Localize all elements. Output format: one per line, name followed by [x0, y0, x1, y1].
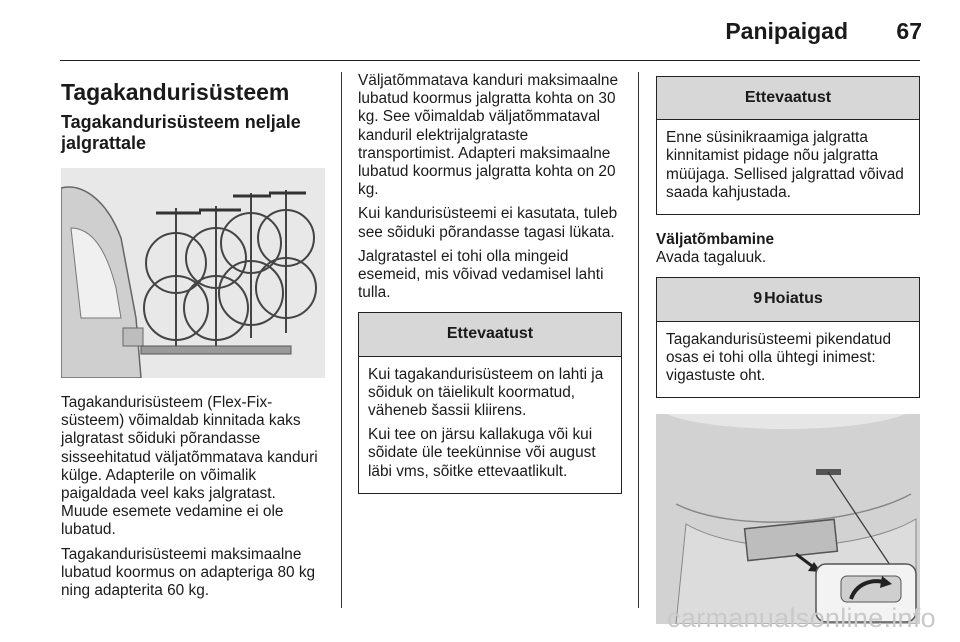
- warning-heading: [657, 278, 919, 321]
- watermark: carmanualsonline.info: [667, 603, 936, 633]
- header-section-title: Panipaigad: [725, 18, 849, 44]
- caution-box-carbon: [656, 76, 920, 215]
- tailgate-illustration: [656, 414, 920, 624]
- caution-text-1: Kui tagakandurisüsteem on lahti ja sõiduk on täielikult koormatud, väheneb šassii kliirens.: [368, 365, 604, 420]
- caution-text: Enne süsinikraamiga jalgratta kinnitamist pidage nõu jalgratta müüjaga. Sellised jalgrattad võivad saada kahjustada.: [666, 129, 904, 201]
- header-rule: [60, 60, 920, 61]
- caution-text-2: Kui tee on järsu kallakuga või kui sõidate üle teekünnise või august läbi vms, sõitke ettevaatlikult.: [368, 426, 596, 480]
- warning-heading-text: Hoiatus: [764, 290, 823, 308]
- removal-text: Avada tagaluuk.: [656, 249, 767, 267]
- subsection-title: Tagakandurisüsteem neljale jalgrattale: [61, 112, 301, 153]
- warning-box: [656, 277, 920, 398]
- removal-heading: Väljatõmbamine: [656, 231, 775, 249]
- push-back-paragraph: Kui kandurisüsteemi ei kasutata, tuleb see sõiduki põrandasse tagasi lükata.: [358, 205, 618, 241]
- carrier-load-paragraph: Väljatõmmatava kanduri maksimaalne lubatud koormus jalgratta kohta on 30 kg. See võimaldab väljatõmmataval kanduril elektrijalgrataste transportimist. Adapteri maksimaalne lubatud koormus jalgratta kohta on 20 kg.: [358, 72, 619, 199]
- page-header: [725, 18, 922, 45]
- caution-box-clearance: [358, 312, 622, 493]
- page-number: 67: [896, 18, 922, 44]
- column-3: [656, 72, 920, 624]
- warning-text: Tagakandurisüsteemi pikendatud osas ei tohi olla ühtegi inimest: vigastuste oht.: [666, 330, 892, 385]
- warning-triangle-icon: 9: [753, 290, 763, 308]
- column-2: [358, 72, 622, 506]
- column-divider-1: [341, 72, 342, 608]
- bike-carrier-illustration: [61, 168, 325, 378]
- loose-items-paragraph: Jalgratastel ei tohi olla mingeid esemeid, mis võivad vedamisel lahti tulla.: [358, 247, 604, 302]
- column-divider-2: [638, 72, 639, 608]
- caution-heading: Ettevaatust: [657, 77, 919, 120]
- section-title: Tagakandurisüsteem: [61, 79, 290, 105]
- column-1: [61, 72, 325, 606]
- max-load-paragraph: Tagakandurisüsteemi maksimaalne lubatud koormus on adapteriga 80 kg ning adapterita 60 kg.: [61, 545, 316, 600]
- caution-heading: Ettevaatust: [359, 313, 621, 356]
- tailgate-drawing: [656, 414, 920, 624]
- intro-paragraph: Tagakandurisüsteem (Flex-Fix-süsteem) võimaldab kinnitada kaks jalgratast sõiduki põrandasse sisseehitatud väljatõmmatava kanduri külge. Adapterile on võimalik paigaldada veel kaks jalgratast. Muude esemete vedamine ei ole lubatud.: [61, 394, 318, 539]
- bike-carrier-drawing: [61, 168, 325, 378]
